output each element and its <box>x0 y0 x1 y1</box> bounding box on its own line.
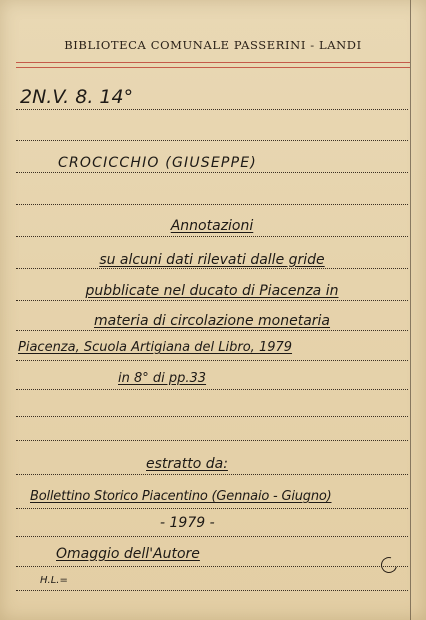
guide-line <box>16 416 408 417</box>
guide-line <box>16 140 408 141</box>
extract-label: estratto da: <box>146 456 228 472</box>
guide-line <box>16 360 408 361</box>
guide-line <box>16 268 408 269</box>
guide-line <box>16 440 408 441</box>
guide-line <box>16 566 408 567</box>
guide-line <box>16 330 408 331</box>
guide-line <box>16 204 408 205</box>
guide-line <box>16 474 408 475</box>
donation-note: Omaggio dell'Autore <box>56 546 200 562</box>
title-line-1: Annotazioni <box>170 218 254 234</box>
title-line-3: pubblicate nel ducato di Piacenza in <box>85 283 339 299</box>
accession-note: H.L.= <box>40 575 68 586</box>
imprint-line: Piacenza, Scuola Artigiana del Libro, 1979 <box>18 340 293 355</box>
guide-line <box>16 109 408 110</box>
guide-line <box>16 172 408 173</box>
shelfmark: 2N.V. 8. 14° <box>20 86 134 108</box>
author-heading: CROCICCHIO (GIUSEPPE) <box>58 155 257 171</box>
curl-mark-icon <box>378 554 400 576</box>
guide-line <box>16 389 408 390</box>
source-journal: Bollettino Storico Piacentino (Gennaio - Giugno) <box>30 489 332 504</box>
header-rule-red-top <box>16 62 410 63</box>
guide-line <box>16 300 408 301</box>
library-header: BIBLIOTECA COMUNALE PASSERINI - LANDI <box>64 38 362 52</box>
format-line: in 8° di pp.33 <box>118 371 207 386</box>
guide-line <box>16 236 408 237</box>
title-line-2: su alcuni dati rilevati dalle gride <box>99 252 325 268</box>
guide-line <box>16 508 408 509</box>
source-year: - 1979 - <box>160 515 215 531</box>
guide-line <box>16 536 408 537</box>
header-rule-red-bottom <box>16 67 410 68</box>
title-line-4: materia di circolazione monetaria <box>93 313 331 329</box>
guide-line <box>16 590 408 591</box>
margin-line <box>410 0 411 620</box>
